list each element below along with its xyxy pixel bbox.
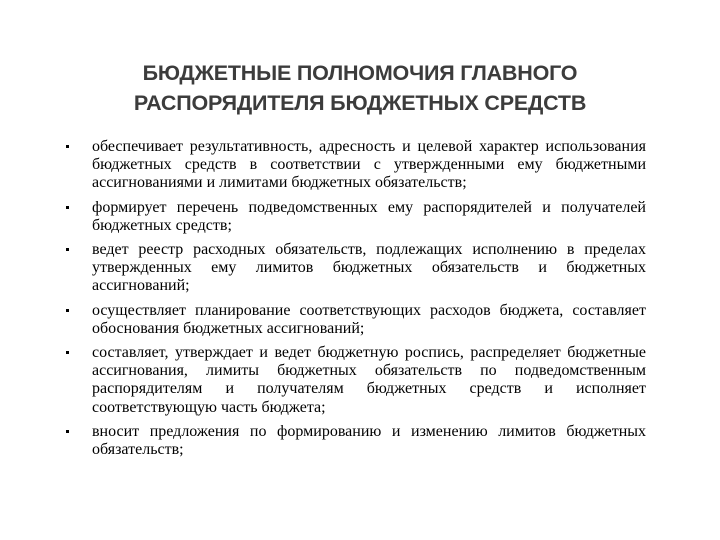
bullet-point-icon xyxy=(66,248,69,251)
slide-title-line-2: РАСПОРЯДИТЕЛЯ БЮДЖЕТНЫХ СРЕДСТВ xyxy=(133,91,587,115)
bullet-item-5 xyxy=(66,344,646,417)
bullet-text: осуществляет планирование соответствующих расходов бюджета, составляет обоснования бюджетных ассигнований; xyxy=(92,301,646,337)
bullet-item-4 xyxy=(66,302,646,338)
bullet-text: ведет реестр расходных обязательств, подлежащих исполнению в пределах утвержденных ему лимитов бюджетных обязательств и бюджетных ассигнований; xyxy=(92,241,646,295)
bullet-text: формирует перечень подведомственных ему распорядителей и получателей бюджетных средств; xyxy=(92,198,646,234)
bullet-text: составляет, утверждает и ведет бюджетную роспись, распределяет бюджетные ассигнования, лимиты бюджетных обязательств по подведомственным распорядителям и получателям бюджетных средств и исполняет соответствующую часть бюджета; xyxy=(92,344,646,416)
bullet-list xyxy=(66,138,646,465)
bullet-text: вносит предложения по формированию и изменению лимитов бюджетных обязательств; xyxy=(92,422,646,459)
bullet-point-icon xyxy=(66,145,69,148)
bullet-point-icon xyxy=(66,430,69,433)
bullet-point-icon xyxy=(66,309,69,312)
slide-title xyxy=(60,58,660,118)
bullet-item-2 xyxy=(66,199,646,235)
bullet-item-1 xyxy=(66,138,646,193)
slide-title-line-1: БЮДЖЕТНЫЕ ПОЛНОМОЧИЯ ГЛАВНОГО xyxy=(142,61,578,85)
bullet-text: обеспечивает результативность, адресность и целевой характер использования бюджетных средств в соответствии с утвержденными ему бюджетными ассигнованиями и лимитами бюджетных обязательств; xyxy=(92,138,646,192)
bullet-point-icon xyxy=(66,351,69,354)
bullet-point-icon xyxy=(66,206,69,209)
bullet-item-3 xyxy=(66,241,646,296)
bullet-item-6 xyxy=(66,423,646,459)
